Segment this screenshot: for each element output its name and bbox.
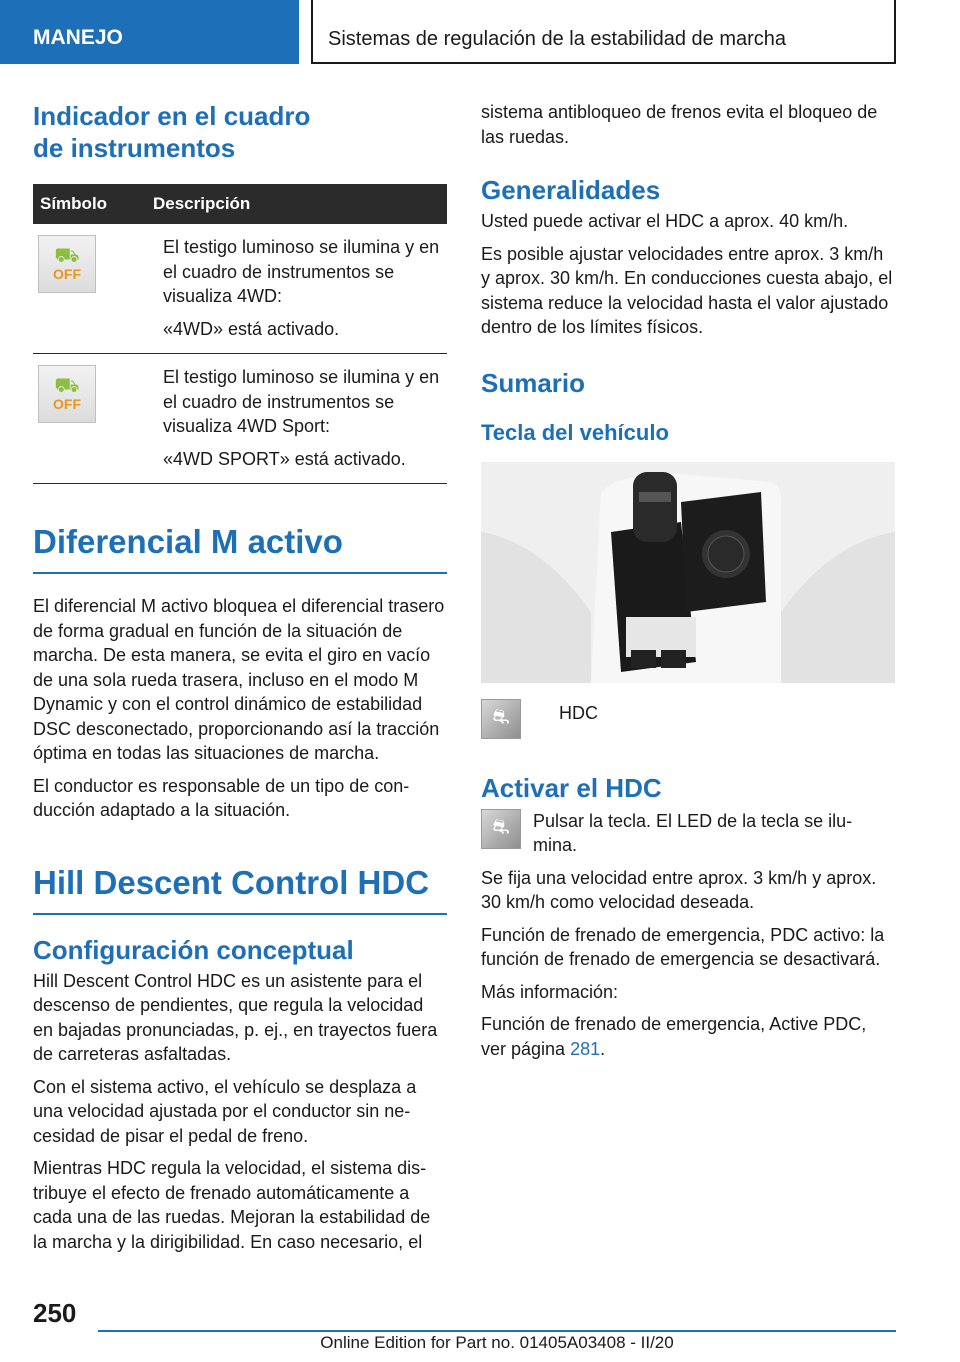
col-description-header: Descripción xyxy=(153,194,251,213)
row-description: El testigo luminoso se ilumina y en el cuadro de instrumentos se visualiza 4WD: xyxy=(163,237,440,306)
left-column xyxy=(33,100,447,1254)
general-paragraph-2: Es posible ajustar velocidades entre aprox. 3 km/h y aprox. 30 km/h. En conducciones cuesta abajo, el sistema reduce la velocidad hasta el valor ajustado dentro de los límites físicos. xyxy=(481,243,893,337)
hdc-label: HDC xyxy=(559,702,598,723)
continued-paragraph: sistema antibloqueo de frenos evita el bloqueo de las ruedas. xyxy=(481,102,878,147)
concept-paragraph-2: Con el sistema activo, el vehículo se desplaza a una velocidad ajustada por el conductor sin necesidad de pisar el pedal de freno. xyxy=(33,1076,417,1146)
table-row xyxy=(33,354,447,484)
4wd-sport-off-warning-light-icon: ⛟ OFF xyxy=(38,365,96,423)
activate-heading: Activar el HDC xyxy=(481,772,662,803)
footer-rule xyxy=(98,1330,896,1332)
section-tab: MANEJO xyxy=(0,0,299,64)
col-symbol-header: Símbolo xyxy=(40,194,108,213)
reference-paragraph: Función de frenado de emergencia, Active PDC, ver página 281. xyxy=(481,1014,867,1059)
diff-heading: Diferencial M activo xyxy=(33,522,447,574)
page-number: 250 xyxy=(33,1298,77,1328)
center-console-photo xyxy=(481,462,895,683)
row-note: «4WD» está activado. xyxy=(163,318,340,339)
table-header xyxy=(33,184,447,224)
hdc-key-legend xyxy=(481,699,895,739)
hdc-heading: Hill Descent Control HDC xyxy=(33,863,447,915)
key-heading: Tecla del vehículo xyxy=(481,419,669,445)
page-header-title: Sistemas de regulación de la estabilidad de marcha xyxy=(311,0,896,64)
general-heading: Generalidades xyxy=(481,175,661,205)
activate-paragraph-1: Pulsar la tecla. El LED de la tecla se ilumina. xyxy=(533,810,853,855)
row-note: «4WD SPORT» está activado. xyxy=(163,448,406,469)
diff-paragraph-2: El conductor es responsable de un tipo de conducción adaptado a la situación. xyxy=(33,775,410,820)
right-column xyxy=(481,100,895,1061)
more-info-label: Más información: xyxy=(481,981,619,1002)
concept-paragraph-1: Hill Descent Control HDC es un asistente para el descenso de pendientes, que regula la velocidad en bajadas pronunciadas, p. ej., en trayectos fuera de carreteras asfaltadas. xyxy=(33,970,438,1064)
console-illustration xyxy=(481,462,895,683)
concept-heading: Configuración conceptual xyxy=(33,934,354,965)
diff-paragraph: El diferencial M activo bloquea el diferencial trasero de forma gradual en función de la situación de marcha. De esta manera, se evita el giro en vacío de una sola rueda trasera, incluso en el modo M Dynamic y con el control dinámico de estabilidad DSC desconectado, proporcionando así la tracción óptima en todas las situaciones de marcha. xyxy=(33,596,445,763)
4wd-off-warning-light-icon: ⛟ OFF xyxy=(38,235,96,293)
row-description: El testigo luminoso se ilumina y en el cuadro de instrumentos se visualiza 4WD Sport: xyxy=(163,367,440,436)
footer-edition: Online Edition for Part no. 01405A03408 - II/20 xyxy=(320,1333,674,1352)
hdc-button-icon: ⛐ xyxy=(481,809,521,849)
activate-step xyxy=(481,809,895,858)
general-paragraph-1: Usted puede activar el HDC a aprox. 40 km/h. xyxy=(481,211,849,231)
table-row xyxy=(33,224,447,354)
page-reference-link[interactable]: 281 xyxy=(570,1038,601,1059)
activate-paragraph-2: Se fija una velocidad entre aprox. 3 km/h y aprox. 30 km/h como velocidad deseada. xyxy=(481,867,877,912)
concept-paragraph-3: Mientras HDC regula la velocidad, el sistema distribuye el efecto de frenado automáticamente a cada una de las ruedas. Mejoran la estabilidad de la marcha y la dirigibilidad. En caso necesario, el xyxy=(33,1158,431,1252)
summary-heading: Sumario xyxy=(481,367,586,398)
hdc-button-icon: ⛐ xyxy=(481,699,521,739)
indicator-table xyxy=(33,184,447,484)
activate-paragraph-3: Función de frenado de emergencia, PDC activo: la función de frenado de emergencia se desactivará. xyxy=(481,924,885,969)
indicator-heading: Indicador en el cuadro de instrumentos xyxy=(33,101,311,163)
